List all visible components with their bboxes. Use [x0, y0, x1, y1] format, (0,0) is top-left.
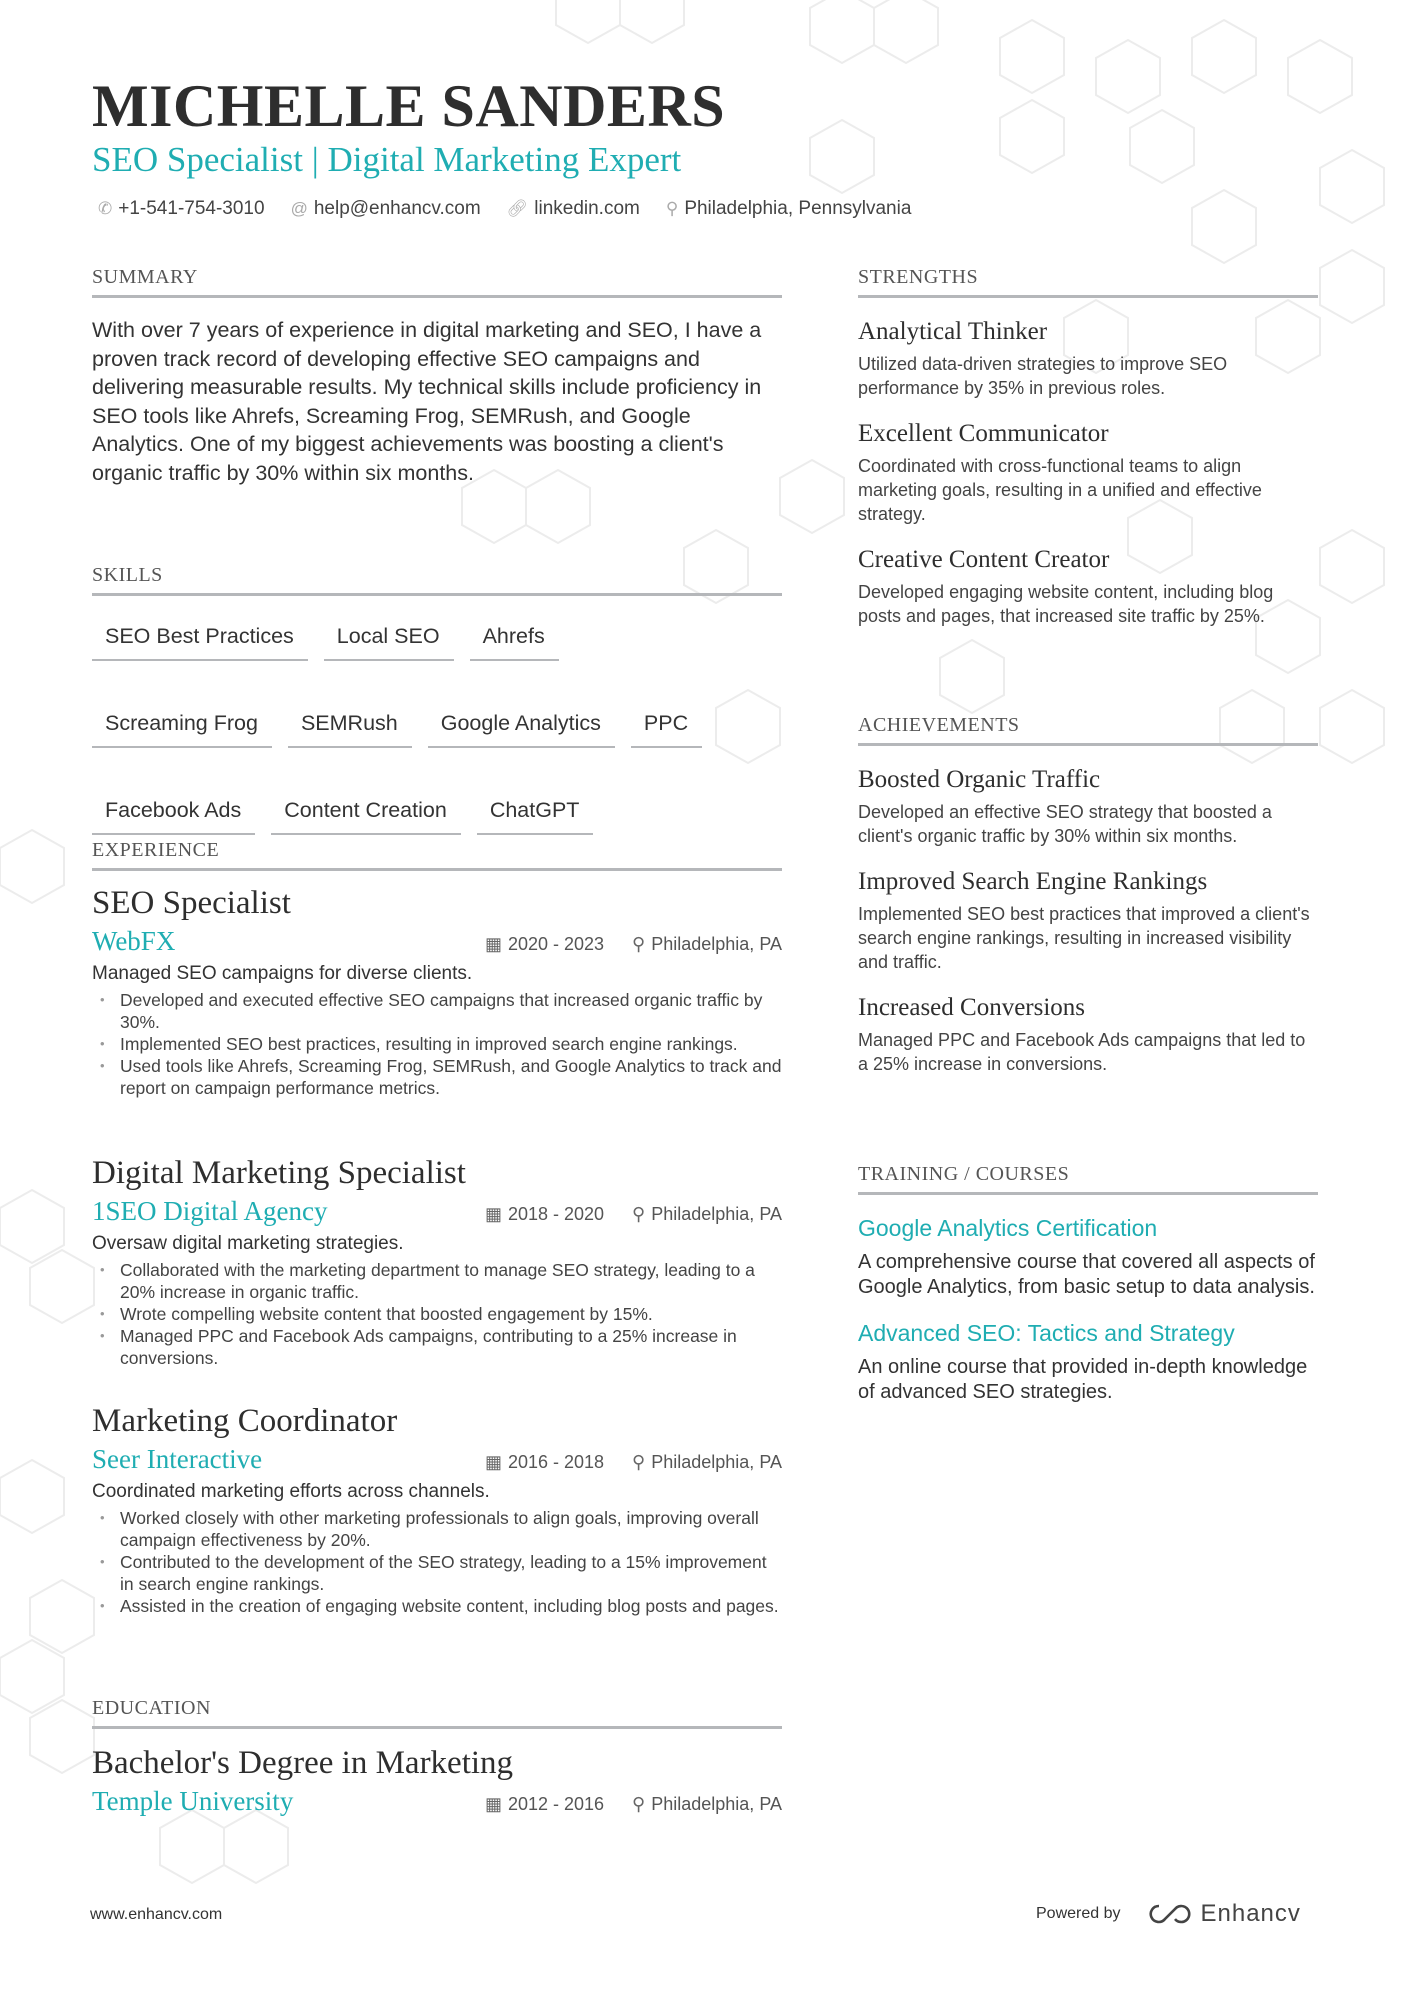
location-pin-icon: ⚲: [632, 1794, 646, 1814]
bullet: • Managed PPC and Facebook Ads campaigns, contributing to a 25% increase in conversions.: [120, 1325, 782, 1369]
section-heading: TRAINING / COURSES: [858, 1163, 1318, 1195]
contact-email[interactable]: @ help@enhancv.com: [290, 198, 481, 219]
calendar-icon: ▦: [484, 934, 502, 954]
education-location: Philadelphia, PA: [651, 1794, 782, 1814]
section-heading: SKILLS: [92, 564, 782, 596]
job-dates: 2018 - 2020: [507, 1204, 605, 1224]
strength-text: Coordinated with cross-functional teams to align marketing goals, resulting in a unified and effective strategy.: [858, 456, 1262, 524]
achievement-text: Managed PPC and Facebook Ads campaigns that led to a 25% increase in conversions.: [858, 1030, 1306, 1074]
strengths-section: [858, 266, 1318, 628]
section-heading: EXPERIENCE: [92, 839, 782, 871]
job-bullets: [92, 989, 782, 1099]
achievement-title: Boosted Organic Traffic: [858, 766, 1101, 793]
job-title: SEO Specialist: [92, 885, 291, 921]
candidate-name: MICHELLE SANDERS: [92, 73, 726, 139]
course-title: Advanced SEO: Tactics and Strategy: [858, 1320, 1235, 1346]
bullet: • Collaborated with the marketing department to manage SEO strategy, leading to a 20% increase in organic traffic.: [120, 1259, 782, 1303]
strength-title: Creative Content Creator: [858, 546, 1110, 573]
section-heading: ACHIEVEMENTS: [858, 714, 1318, 746]
job-location: Philadelphia, PA: [651, 934, 782, 954]
enhancv-logo[interactable]: [1147, 1900, 1301, 1928]
contact-linkedin[interactable]: 🔗︎ linkedin.com: [506, 198, 640, 219]
section-heading: EDUCATION: [92, 1697, 782, 1729]
job-location: Philadelphia, PA: [651, 1452, 782, 1472]
job-title: Marketing Coordinator: [92, 1403, 398, 1439]
job-dates: 2020 - 2023: [507, 934, 605, 954]
job-bullets: [92, 1259, 782, 1369]
course-title: Google Analytics Certification: [858, 1215, 1158, 1241]
company-name: 1SEO Digital Agency: [92, 1196, 328, 1226]
candidate-title: SEO Specialist | Digital Marketing Expert: [92, 140, 682, 179]
experience-section: [92, 839, 782, 871]
company-name: Seer Interactive: [92, 1444, 263, 1474]
skill-tag: PPC: [631, 705, 702, 748]
bullet: • Wrote compelling website content that boosted engagement by 15%.: [120, 1303, 782, 1325]
course-text: An online course that provided in-depth knowledge of advanced SEO strategies.: [858, 1356, 1308, 1403]
skill-tag: Screaming Frog: [92, 705, 272, 748]
location-pin-icon: ⚲: [665, 199, 679, 218]
company-name: WebFX: [92, 926, 176, 956]
achievement-text: Developed an effective SEO strategy that boosted a client's organic traffic by 30% within six months.: [858, 802, 1272, 846]
job-dates: 2016 - 2018: [507, 1452, 605, 1472]
achievement-title: Improved Search Engine Rankings: [858, 868, 1208, 895]
job-bullets: [92, 1507, 782, 1617]
at-icon: @: [290, 199, 308, 218]
achievement-text: Implemented SEO best practices that improved a client's search engine rankings, resulting in increased visibility and traffic.: [858, 904, 1310, 972]
experience-item: [92, 885, 782, 1099]
contact-bar: [98, 198, 911, 220]
training-section: [858, 1163, 1318, 1405]
footer-website-link[interactable]: www.enhancv.com: [90, 1906, 223, 1923]
powered-by-label: Powered by: [1036, 1905, 1121, 1922]
brand-name: Enhancv: [1200, 1900, 1301, 1927]
enhancv-logo-icon: [1147, 1902, 1193, 1926]
job-location: Philadelphia, PA: [651, 1204, 782, 1224]
bullet: • Developed and executed effective SEO campaigns that increased organic traffic by 30%.: [120, 989, 782, 1033]
job-description: Managed SEO campaigns for diverse clients.: [92, 963, 473, 984]
job-title: Digital Marketing Specialist: [92, 1155, 466, 1191]
section-heading: SUMMARY: [92, 266, 782, 298]
strength-text: Utilized data-driven strategies to improve SEO performance by 35% in previous roles.: [858, 354, 1228, 398]
summary-section: [92, 266, 782, 488]
section-heading: STRENGTHS: [858, 266, 1318, 298]
skill-tag: SEMRush: [288, 705, 412, 748]
phone-icon: ✆: [98, 199, 113, 218]
location-pin-icon: ⚲: [632, 934, 646, 954]
contact-location: ⚲ Philadelphia, Pennsylvania: [665, 198, 912, 219]
skill-tag: Ahrefs: [470, 618, 559, 661]
experience-item: [92, 1155, 782, 1369]
footer-branding: [1036, 1900, 1301, 1928]
skills-section: [92, 564, 782, 835]
bullet: • Contributed to the development of the SEO strategy, leading to a 15% improvement in search engine rankings.: [120, 1551, 782, 1595]
contact-phone[interactable]: ✆ +1-541-754-3010: [98, 198, 265, 219]
calendar-icon: ▦: [484, 1794, 502, 1814]
strength-title: Analytical Thinker: [858, 318, 1048, 345]
job-description: Coordinated marketing efforts across channels.: [92, 1481, 490, 1502]
skill-tag: Content Creation: [271, 792, 461, 835]
skills-list: [92, 618, 782, 835]
bullet: • Assisted in the creation of engaging website content, including blog posts and pages.: [120, 1595, 782, 1617]
skill-tag: Facebook Ads: [92, 792, 255, 835]
bullet: • Implemented SEO best practices, resulting in improved search engine rankings.: [120, 1033, 782, 1055]
location-pin-icon: ⚲: [632, 1452, 646, 1472]
school-name: Temple University: [92, 1786, 294, 1816]
strength-title: Excellent Communicator: [858, 420, 1109, 447]
education-section: [92, 1697, 782, 1817]
calendar-icon: ▦: [484, 1204, 502, 1224]
achievements-section: [858, 714, 1318, 1076]
education-dates: 2012 - 2016: [507, 1794, 605, 1814]
achievement-title: Increased Conversions: [858, 994, 1086, 1021]
skill-tag: Local SEO: [324, 618, 454, 661]
strength-text: Developed engaging website content, including blog posts and pages, that increased site traffic by 25%.: [858, 582, 1274, 626]
job-description: Oversaw digital marketing strategies.: [92, 1233, 404, 1254]
bullet: • Used tools like Ahrefs, Screaming Frog, SEMRush, and Google Analytics to track and report on campaign performance metrics.: [120, 1055, 782, 1099]
degree-title: Bachelor's Degree in Marketing: [92, 1745, 514, 1781]
experience-item: [92, 1403, 782, 1617]
skill-tag: ChatGPT: [477, 792, 594, 835]
link-icon: 🔗︎: [506, 199, 529, 218]
course-text: A comprehensive course that covered all aspects of Google Analytics, from basic setup to data analysis.: [858, 1251, 1315, 1298]
bullet: • Worked closely with other marketing professionals to align goals, improving overall campaign effectiveness by 20%.: [120, 1507, 782, 1551]
skill-tag: SEO Best Practices: [92, 618, 308, 661]
location-pin-icon: ⚲: [632, 1204, 646, 1224]
skill-tag: Google Analytics: [428, 705, 615, 748]
summary-text: With over 7 years of experience in digital marketing and SEO, I have a proven track record of developing effective SEO campaigns and delivering measurable results. My technical skills include proficiency in SEO tools like Ahrefs, Screaming Frog, SEMRush, and Google Analytics. One of my biggest achievements was boosting a client's organic traffic by 30% within six months.: [92, 318, 762, 485]
calendar-icon: ▦: [484, 1452, 502, 1472]
